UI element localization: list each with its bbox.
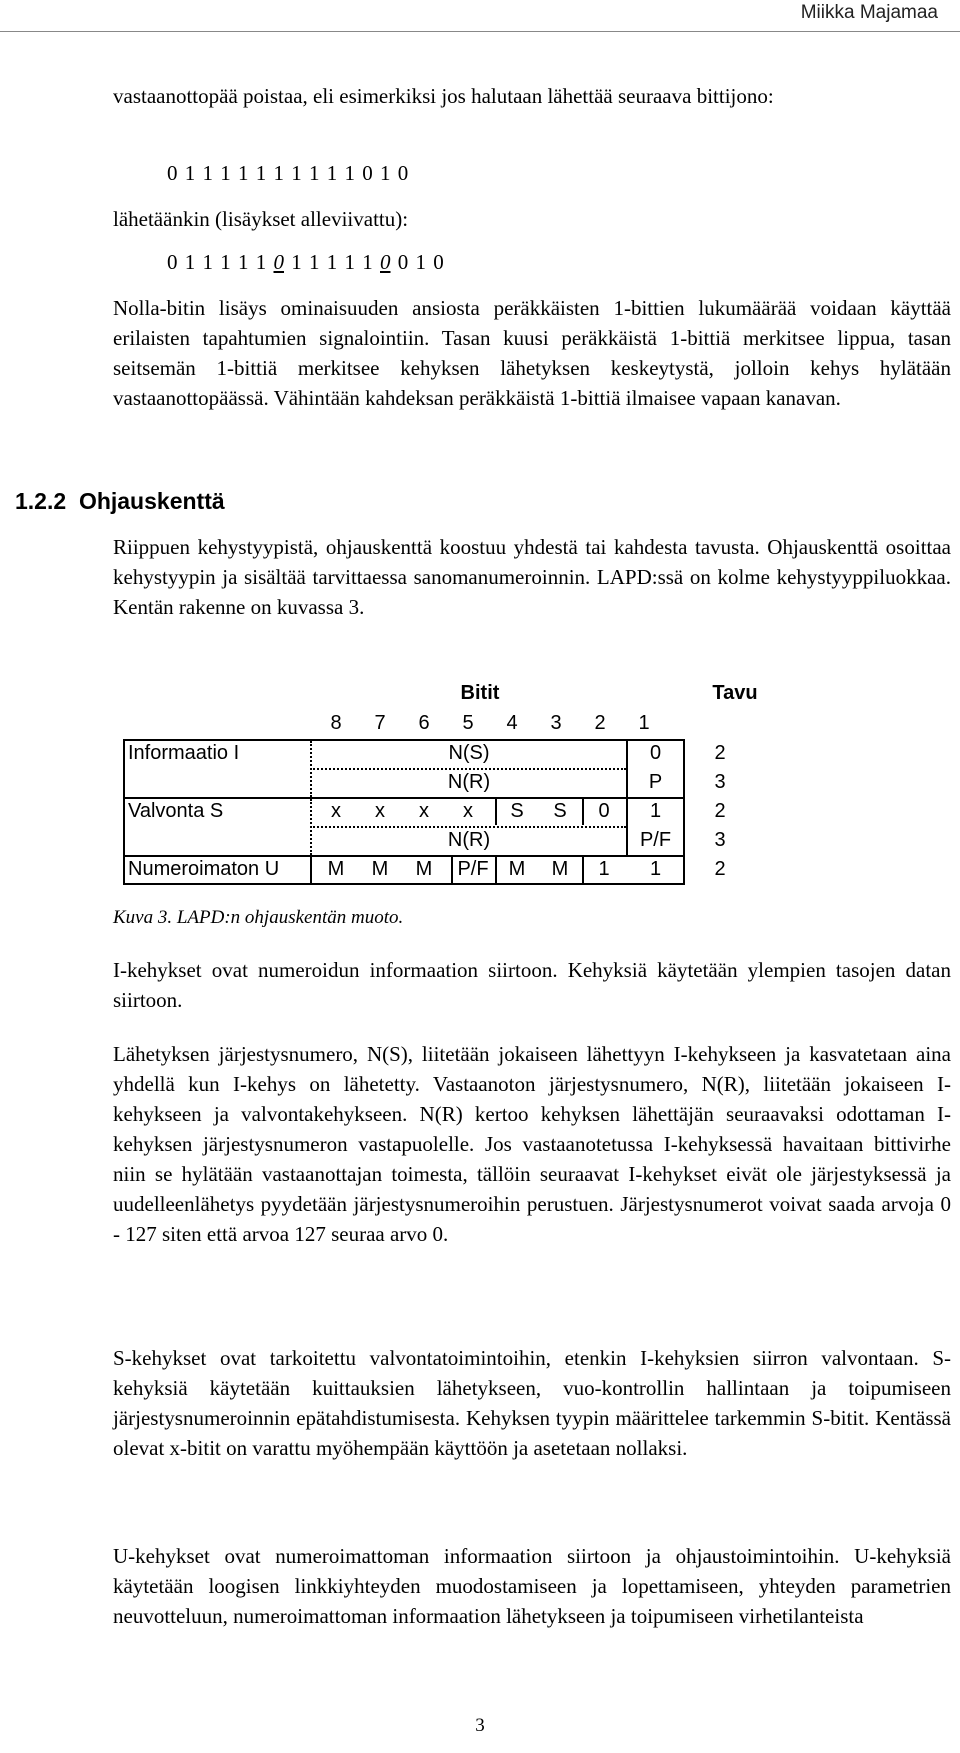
dotted-separator	[310, 826, 626, 828]
bit-number: 2	[594, 712, 606, 734]
header-divider	[0, 31, 960, 32]
bit-value: x	[375, 800, 385, 822]
field-nr: N(R)	[447, 829, 491, 851]
bit-sequence-stuffed	[167, 250, 444, 275]
paragraph-intro: vastaanottopää poistaa, eli esimerkiksi jos halutaan lähettää seuraava bittijono:	[113, 84, 774, 108]
header-byte: Tavu	[712, 682, 758, 704]
table-border-right	[683, 739, 685, 885]
bit-value: x	[463, 800, 473, 822]
row-label: Numeroimaton U	[128, 858, 280, 880]
table-border-bottom	[123, 883, 685, 885]
page-header-author: Miikka Majamaa	[800, 2, 938, 23]
bit-number: 6	[418, 712, 430, 734]
field-nr: N(R)	[447, 771, 491, 793]
figure-caption: Kuva 3. LAPD:n ohjauskentän muoto.	[113, 907, 404, 928]
cell-divider	[310, 855, 312, 883]
bit-value: P/F	[457, 858, 489, 880]
bit-value: S	[553, 800, 567, 822]
bit-sequence-original: 0 1 1 1 1 1 1 1 1 1 1 0 1 0	[167, 161, 409, 185]
byte-number: 2	[714, 858, 726, 880]
bit-value: 0	[598, 800, 610, 822]
section-heading	[15, 488, 225, 515]
table-border	[123, 855, 685, 857]
bits-part: 0 1 1 1 1 1	[167, 250, 274, 274]
bit-value: P	[648, 771, 663, 793]
paragraph-u-frames: U-kehykset ovat numeroimattoman informaation siirtoon ja ohjaustoimintoihin. U-kehyksiä käytetään loogisen linkkiyhteyden muodostamiseen ja lopettamiseen, yhteyden parametrien neuvotteluun, numeroimattoman informaation lähetykseen ja toipumiseen virhetilanteista	[113, 1544, 951, 1628]
bit-value: 1	[649, 858, 662, 880]
section-number: 1.2.2	[15, 488, 67, 514]
paragraph-i-frames: I-kehykset ovat numeroidun informaation siirtoon. Kehyksiä käytetään ylempien tasojen datan siirtoon.	[113, 958, 951, 1012]
paragraph-sequence-numbers: Lähetyksen järjestysnumero, N(S), liitetään jokaiseen lähettyyn I-kehykseen ja kasvatetaan aina yhdellä kun I-kehys on lähetetty. Vastaanoton järjestysnumero, N(R), liitetään jokaiseen I-kehykseen ja valvontakehykseen. N(R) kertoo kehyksen lähettäjän seuraavaksi odottaman I-kehyksen järjestysnumeron vastapuolelle. Jos vastaanotetussa I-kehyksessä havaitaan bittivirhe niin se hylätään vastaanottajan toimesta, tällöin seuraavat I-kehykset eivät ole järjestyksessä ja uudelleenlähetys pyydetään järjestysnumeroihin perustuen. Järjestysnumerot voivat saada arvoja 0 - 127 siten että arvoa 127 seuraa arvo 0.	[113, 1042, 951, 1246]
byte-number: 2	[714, 800, 726, 822]
paragraph-sent: lähetäänkin (lisäykset alleviivattu):	[113, 207, 409, 231]
stuffed-bit: 0	[380, 250, 391, 274]
bit-value: 1	[649, 800, 662, 822]
byte-number: 3	[714, 771, 726, 793]
bit-value: P/F	[639, 829, 672, 851]
row-label: Informaatio I	[128, 742, 240, 764]
bit-number: 4	[506, 712, 518, 734]
bit-number: 8	[330, 712, 342, 734]
stuffed-bit: 0	[273, 250, 284, 274]
bit-value: M	[327, 858, 345, 880]
bit-value: 1	[598, 858, 610, 880]
dotted-separator	[310, 768, 626, 770]
paragraph-s-frames: S-kehykset ovat tarkoitettu valvontatoimintoihin, etenkin I-kehyksien siirron valvontaan. S-kehyksiä käytetään kuittauksien lähetykseen, vuo-kontrollin hallintaan ja toipumiseen järjestysnumeroinnin epätahdistumisesta. Kehyksen tyypin määrittelee tarkemmin S-bitit. Kentässä olevat x-bitit on varattu myöhempään käyttöön ja asetetaan nollaksi.	[113, 1346, 951, 1460]
bit-number: 5	[462, 712, 474, 734]
bits-part: 0 1 0	[390, 250, 444, 274]
bit-value: x	[419, 800, 429, 822]
section-title: Ohjauskenttä	[78, 488, 225, 514]
bit-number: 1	[638, 712, 650, 734]
byte-number: 2	[714, 742, 726, 764]
bits-part: 1 1 1 1 1	[284, 250, 380, 274]
page-number: 3	[475, 1715, 485, 1736]
bit-value: M	[371, 858, 389, 880]
header-bits: Bitit	[460, 682, 500, 704]
bit-number: 7	[374, 712, 386, 734]
table-border	[123, 797, 685, 799]
bit-value: M	[551, 858, 569, 880]
table-border-top	[123, 739, 685, 741]
bit-value: S	[510, 800, 524, 822]
bit-value: 0	[649, 742, 662, 764]
paragraph-signalling: Nolla-bitin lisäys ominaisuuden ansiosta peräkkäisten 1-bittien lukumäärää voidaan käyttää erilaisten tapahtumien signalointiin. Tasan kuusi peräkkäistä 1-bittiä merkitsee lippua, tasan seitsemän 1-bittiä merkitsee kehyksen lähetyksen keskeytystä, jolloin kehys hylätään vastaanottopäässä. Vähintään kahdeksan peräkkäistä 1-bittiä ilmaisee vapaan kanavan.	[113, 296, 951, 410]
paragraph-control-field: Riippuen kehystyypistä, ohjauskenttä koostuu yhdestä tai kahdesta tavusta. Ohjauskenttä osoittaa kehystyypin ja sisältää tarvittaessa sanomanumeroinnin. LAPD:ssä on kolme kehystyyppiluokkaa. Kentän rakenne on kuvassa 3.	[113, 535, 951, 619]
table-border-left	[123, 739, 125, 885]
field-ns: N(S)	[448, 742, 490, 764]
bit-value: M	[508, 858, 526, 880]
row-label: Valvonta S	[128, 800, 224, 822]
bit-value: x	[331, 800, 341, 822]
byte-number: 3	[714, 829, 726, 851]
bit-number: 3	[550, 712, 562, 734]
bit-value: M	[415, 858, 433, 880]
